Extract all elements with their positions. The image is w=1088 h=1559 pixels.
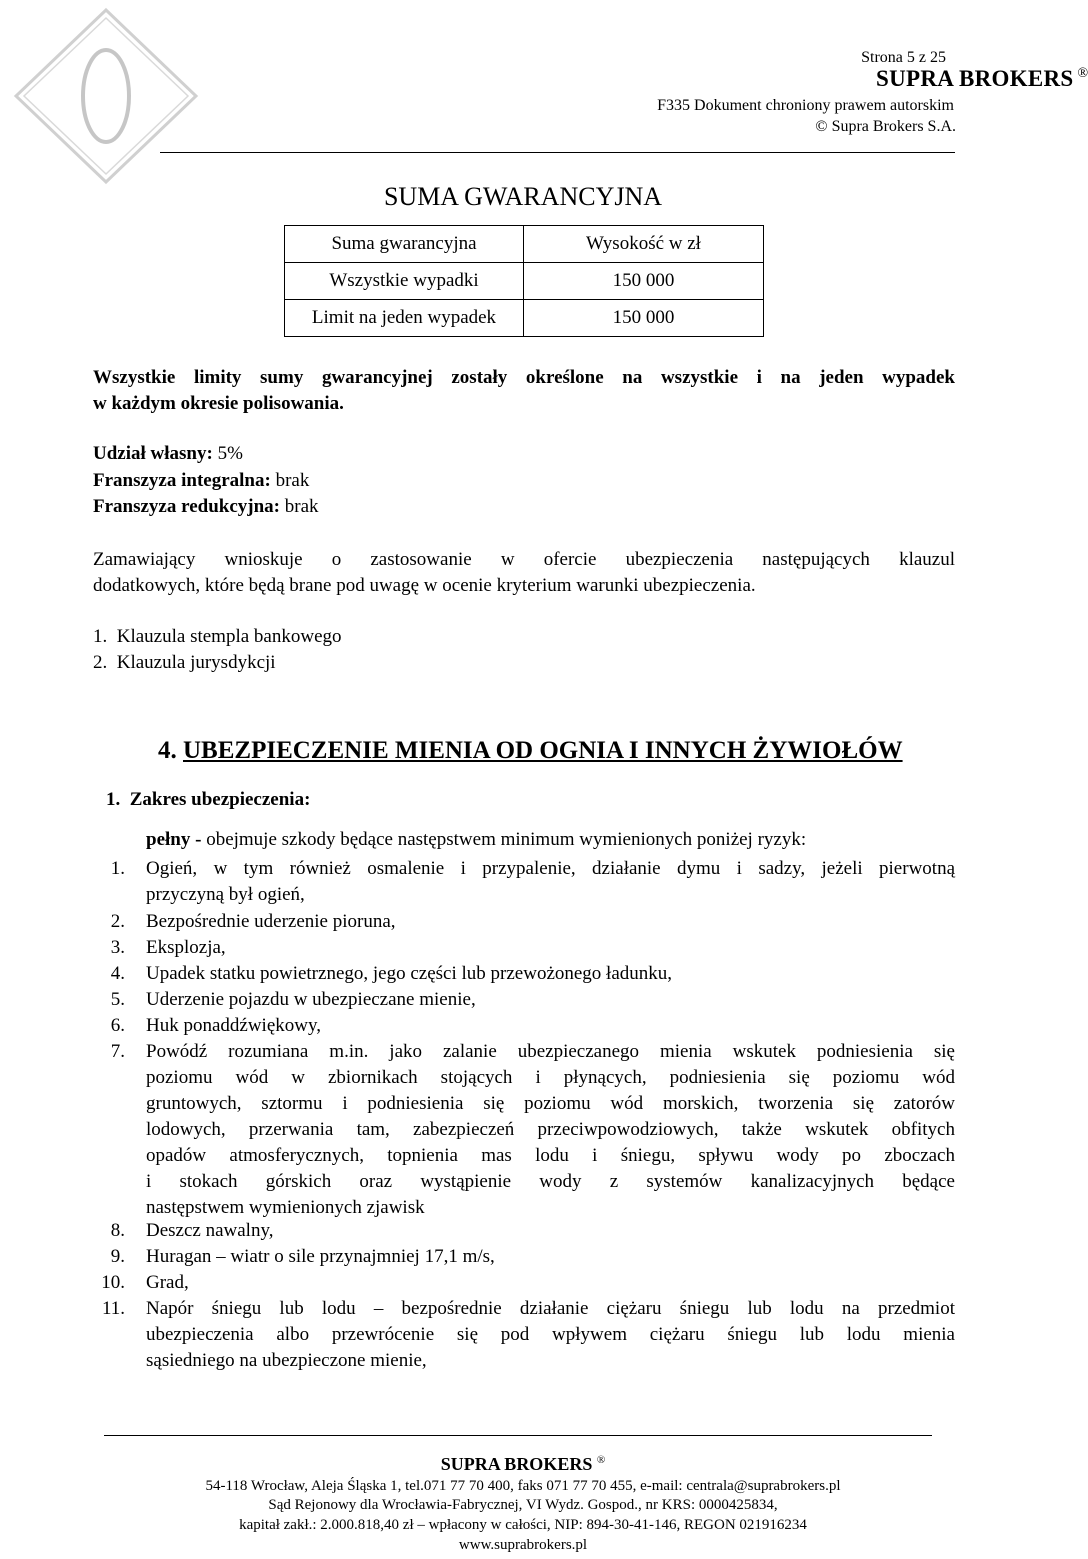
risk-item	[146, 909, 955, 935]
risk-number: 7.	[110, 1041, 125, 1062]
footer-brand: SUPRA BROKERS ®	[440, 1454, 606, 1474]
scope-full: pełny - obejmuje szkody będące następstwem minimum wymienionych poniżej ryzyk:	[146, 829, 807, 850]
table-cell: 150 000	[524, 300, 764, 337]
risk-item-line: Ogień, w tym również osmalenie i przypalenie, działanie dymu i sadzy, jeżeli pierwotną	[146, 858, 955, 879]
table-cell: Limit na jeden wypadek	[285, 300, 524, 337]
risk-item-line: Huragan – wiatr o sile przynajmniej 17,1 m/s,	[146, 1246, 495, 1267]
risk-item-line: Huk ponaddźwiękowy,	[146, 1015, 322, 1036]
footer-divider	[104, 1435, 932, 1436]
table-row	[285, 300, 764, 337]
clause-item: 1. Klauzula stempla bankowego	[93, 626, 342, 647]
risk-item	[146, 1218, 955, 1244]
risk-number: 8.	[110, 1220, 125, 1241]
table-header-row	[285, 226, 764, 263]
section-heading: 4. UBEZPIECZENIE MIENIA OD OGNIA I INNYCH ŻYWIOŁÓW	[158, 737, 903, 764]
limits-note-line: w każdym okresie polisowania.	[93, 393, 344, 414]
header-brand: SUPRA BROKERS ®	[876, 66, 1088, 91]
reductive-franchise: Franszyza redukcyjna: brak	[93, 496, 319, 517]
risk-number: 3.	[110, 937, 125, 958]
risk-number: 5.	[110, 989, 125, 1010]
risk-item-line: Deszcz nawalny,	[146, 1220, 274, 1241]
risk-item	[146, 987, 955, 1013]
table-row	[285, 263, 764, 300]
clauses-intro-line: dodatkowych, które będą brane pod uwagę w ocenie kryterium warunki ubezpieczenia.	[93, 575, 756, 596]
risk-item-line: sąsiedniego na ubezpieczone mienie,	[146, 1350, 427, 1371]
risk-item-line: Bezpośrednie uderzenie pioruna,	[146, 911, 396, 932]
integral-franchise: Franszyza integralna: brak	[93, 470, 310, 491]
guarantee-table	[284, 225, 764, 337]
risk-item-line: przyczyną był ogień,	[146, 884, 305, 905]
risk-item-line: opadów atmosferycznych, topnienia mas lodu i śniegu, spływu wody po zboczach	[146, 1145, 955, 1166]
clauses-intro-line: Zamawiający wnioskuje o zastosowanie w ofercie ubezpieczenia następujących klauzul	[93, 549, 955, 570]
risk-item	[146, 856, 955, 908]
supra-brokers-logo	[6, 4, 206, 188]
risk-item	[146, 1039, 955, 1221]
risk-item-line: Uderzenie pojazdu w ubezpieczane mienie,	[146, 989, 476, 1010]
footer-address: 54-118 Wrocław, Aleja Śląska 1, tel.071 77 70 400, faks 071 77 70 455, e-mail: centrala@suprabrokers.pl	[205, 1478, 841, 1494]
risk-item-line: gruntowych, sztormu i podniesienia się poziomu wód morskich, tworzenia się zatorów	[146, 1093, 955, 1114]
header-divider	[160, 152, 955, 153]
risk-item	[146, 1270, 955, 1296]
risk-item-line: Grad,	[146, 1272, 189, 1293]
section-title: SUMA GWARANCYJNA	[383, 182, 663, 211]
document-id: F335 Dokument chroniony prawem autorskim	[657, 97, 954, 114]
scope-label: 1. Zakres ubezpieczenia:	[106, 789, 311, 810]
risk-item-line: następstwem wymienionych zjawisk	[146, 1197, 425, 1218]
footer-website: www.suprabrokers.pl	[458, 1537, 588, 1553]
page-number: Strona 5 z 25	[861, 49, 946, 66]
clause-item: 2. Klauzula jurysdykcji	[93, 652, 276, 673]
table-header-cell: Suma gwarancyjna	[285, 226, 524, 263]
footer-court: Sąd Rejonowy dla Wrocławia-Fabrycznej, VI Wydz. Gospod., nr KRS: 0000425834,	[268, 1497, 778, 1513]
table-cell: 150 000	[524, 263, 764, 300]
risk-item	[146, 1296, 955, 1374]
risk-number: 11.	[101, 1298, 125, 1319]
risk-number: 10.	[101, 1272, 125, 1293]
copyright-notice: © Supra Brokers S.A.	[815, 118, 956, 135]
risk-item-line: lodowych, przerwania tam, zabezpieczeń przeciwpowodziowych, także wskutek obfitych	[146, 1119, 955, 1140]
risk-item	[146, 935, 955, 961]
risk-item-line: poziomu wód w zbiornikach stojących i płynących, podniesienia się poziomu wód	[146, 1067, 955, 1088]
risk-item	[146, 961, 955, 987]
risk-number: 6.	[110, 1015, 125, 1036]
risk-item-line: Powódź rozumiana m.in. jako zalanie ubezpieczanego mienia wskutek podniesienia się	[146, 1041, 955, 1062]
risk-item-line: ubezpieczenia albo przewrócenie się pod wpływem ciężaru śniegu lub lodu mienia	[146, 1324, 955, 1345]
risk-item-line: Napór śniegu lub lodu – bezpośrednie działanie ciężaru śniegu lub lodu na przedmiot	[146, 1298, 955, 1319]
risk-item-line: i stokach górskich oraz wystąpienie wody z systemów kanalizacyjnych będące	[146, 1171, 955, 1192]
risk-item-line: Eksplozja,	[146, 937, 226, 958]
risk-number: 9.	[110, 1246, 125, 1267]
risk-item	[146, 1244, 955, 1270]
table-cell: Wszystkie wypadki	[285, 263, 524, 300]
risk-item-line: Upadek statku powietrznego, jego części lub przewożonego ładunku,	[146, 963, 673, 984]
risk-item	[146, 1013, 955, 1039]
footer-capital: kapitał zakł.: 2.000.818,40 zł – wpłacony w całości, NIP: 894-30-41-146, REGON 021916234	[239, 1517, 807, 1533]
limits-note-line: Wszystkie limity sumy gwarancyjnej zostały określone na wszystkie i na jeden wypadek	[93, 367, 955, 388]
risk-number: 1.	[110, 858, 125, 879]
risk-number: 4.	[110, 963, 125, 984]
own-share: Udział własny: 5%	[93, 443, 243, 464]
table-header-cell: Wysokość w zł	[524, 226, 764, 263]
risk-number: 2.	[110, 911, 125, 932]
